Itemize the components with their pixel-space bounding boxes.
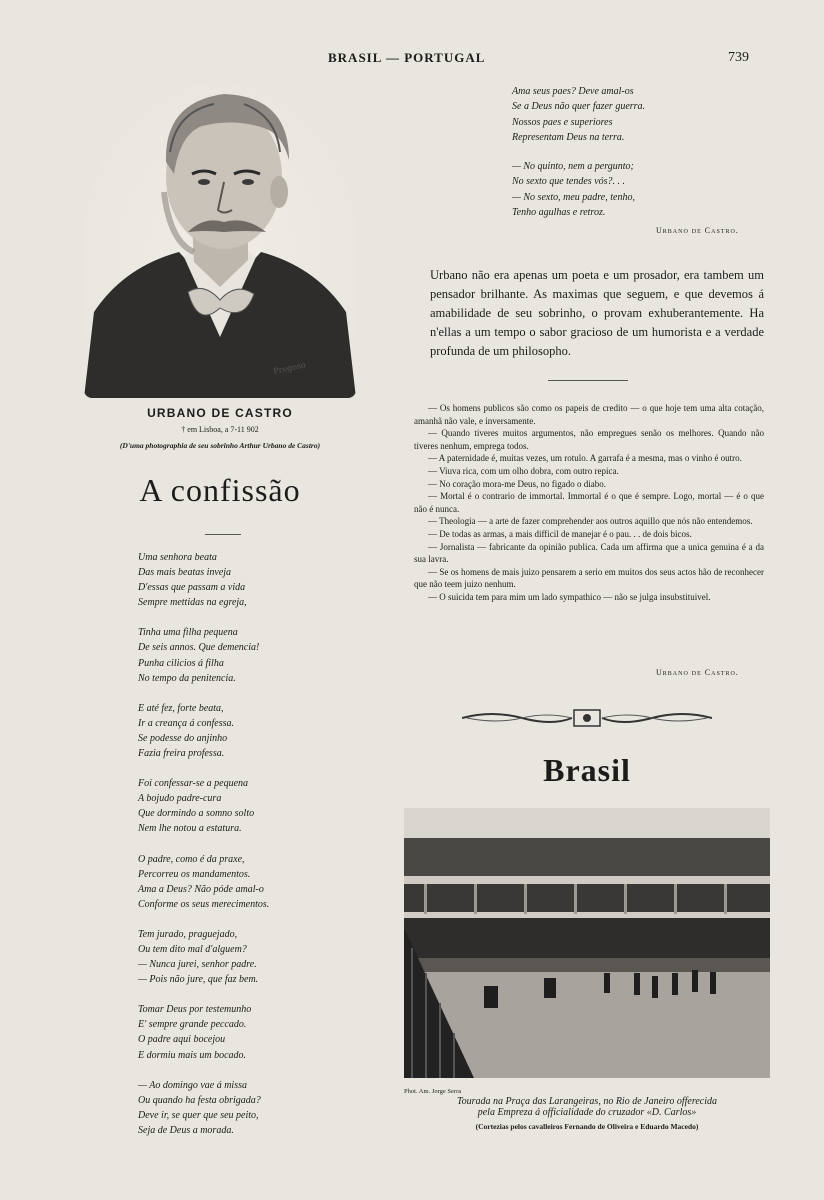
maxim: — Jornalista — fabricante da opinião publica. Cada um affirma que a unica genuina é a da sua lavra.	[414, 541, 764, 565]
photo-caption-line: pela Empreza á officialidade do cruzador «D. Carlos»	[477, 1107, 697, 1118]
verse-line: Tem jurado, praguejado,	[138, 928, 238, 940]
verse-line: — Pois não jure, que faz bem.	[138, 974, 259, 986]
divider	[548, 380, 628, 381]
verse-line: A bojudo padre-cura	[138, 793, 222, 805]
page-header	[0, 50, 824, 70]
maxim: — Viuva rica, com um olho dobra, com outro repica.	[428, 465, 619, 476]
verse-line: E' sempre grande peccado.	[138, 1019, 247, 1031]
verse-line: E dormiu mais um bocado.	[138, 1049, 247, 1061]
maxim: — Os homens publicos são como os papeis de credito — o que hoje tem uma alta cotação, amanhã não vale, e inversamente.	[414, 403, 764, 426]
maxims-list	[414, 402, 764, 604]
stanza	[138, 852, 378, 912]
verse-line: Percorreu os mandamentos.	[138, 868, 251, 880]
maxim: — A paternidade é, muitas vezes, um rotulo. A garrafa é a mesma, mas o vinho é outro.	[428, 453, 742, 464]
verse-line: — Ao domingo vae á missa	[138, 1079, 247, 1091]
ornament-divider	[462, 708, 712, 728]
maxim: — Theologia — a arte de fazer comprehender aos outros aquillo que nós não entendemos.	[428, 516, 753, 527]
intro-paragraph: Urbano não era apenas um poeta e um prosador, era tambem um pensador brilhante. As maximas que seguem, e que devemos á amabilidade de seu sobrinho, o provam exhuberantemente. Ha n'ellas a um tempo o sabor gracioso de um humorista e a verdade profunda de um philosopho.	[430, 268, 764, 358]
verse-line: Que dormindo a somno solto	[138, 808, 255, 820]
verse-line: Sempre mettidas na egreja,	[138, 597, 247, 609]
stanza	[512, 159, 762, 220]
poem-title: A confissão	[139, 472, 301, 508]
verse-line: Ir a creança á confessa.	[138, 717, 234, 729]
photo-caption-note: (Cortezias pelos cavalleiros Fernando de Oliveira e Eduardo Macedo)	[475, 1122, 699, 1131]
verse-line: No tempo da penitencia.	[138, 672, 236, 684]
verse-line: Das mais beatas inveja	[138, 567, 232, 579]
verse-line: Se a Deus não quer fazer guerra.	[512, 101, 646, 113]
maxim: — No coração mora-me Deus, no figado o diabo.	[428, 478, 606, 489]
portrait-death-date: † em Lisboa, a 7-11 902	[181, 425, 259, 434]
maxim: — Se os homens de mais juizo pensarem a serio em muitos dos seus actos hão de reconhecer que não teem juizo nenhum.	[414, 566, 764, 590]
stanza	[138, 927, 378, 987]
verse-line: — Nunca jurei, senhor padre.	[138, 959, 257, 971]
section-title-brasil: Brasil	[543, 752, 631, 788]
stanza	[138, 550, 378, 610]
portrait-urbano-de-castro	[84, 82, 356, 398]
verse-line: Ou quando ha festa obrigada?	[138, 1094, 261, 1106]
photo-caption	[404, 1096, 770, 1118]
verse-line: Conforme os seus merecimentos.	[138, 898, 270, 910]
verse-line: Nem lhe notou a estatura.	[138, 823, 242, 835]
poem-signature: Urbano de Castro.	[656, 226, 739, 235]
svg-text:Pregoso: Pregoso	[272, 360, 307, 376]
verse-line: Ama seus paes? Deve amal-os	[512, 86, 634, 97]
verse-line: Tinha uma filha pequena	[138, 627, 238, 639]
maxim: — Mortal é o contrario de immortal. Immortal é o que é sempre. Logo, mortal — é o que não é nunca.	[414, 491, 764, 514]
verse-line: Nossos paes e superiores	[512, 116, 613, 128]
verse-line: Fazia freira professa.	[138, 748, 225, 760]
page-number: 739	[728, 50, 749, 65]
photo-caption-line: Tourada na Praça das Larangeiras, no Rio de Janeiro offerecida	[457, 1096, 717, 1107]
verse-line: No sexto que tendes vós?. . .	[512, 176, 626, 188]
maxim: — De todas as armas, a mais difficil de manejar é o pau. . . de dois bicos.	[428, 528, 692, 539]
poem-body	[138, 550, 378, 1153]
verse-line: Tomar Deus por testemunho	[138, 1004, 252, 1016]
verse-line: E até fez, forte beata,	[138, 702, 224, 714]
divider	[205, 534, 241, 535]
verse-line: D'essas que passam a vida	[138, 582, 246, 594]
verse-line: Seja de Deus a morada.	[138, 1124, 234, 1136]
verse-line: Ama a Deus? Não póde amal-o	[138, 883, 264, 895]
stanza	[138, 701, 378, 761]
maxims-signature: Urbano de Castro.	[656, 668, 739, 677]
verse-line: Representam Deus na terra.	[512, 131, 625, 143]
photo-credit: Phot. Am. Jorge Serra	[404, 1088, 462, 1095]
maxim: — Quando tiveres muitos argumentos, não empregues senão os melhores. Quando não tiveres nenhum, emprega todos.	[414, 428, 764, 451]
verse-line: — No sexto, meu padre, tenho,	[512, 191, 635, 203]
stanza	[138, 776, 378, 836]
verse-line: Foi confessar-se a pequena	[138, 778, 249, 790]
portrait-photo-note: (D'uma photographia de seu sobrinho Arthur Urbano de Castro)	[119, 441, 321, 450]
stanza	[138, 1002, 378, 1062]
portrait-name: URBANO DE CASTRO	[147, 406, 293, 420]
verse-line: De seis annos. Que demencia!	[138, 642, 260, 654]
verse-line: Uma senhora beata	[138, 552, 217, 563]
verse-line: Punha cilicios á filha	[138, 657, 224, 669]
bullfight-photograph	[404, 808, 770, 1078]
running-title: BRASIL — PORTUGAL	[328, 50, 486, 65]
stanza	[512, 84, 762, 145]
poem-continuation	[512, 84, 762, 234]
verse-line: O padre, como é da praxe,	[138, 853, 245, 865]
verse-line: O padre aqui bocejou	[138, 1034, 226, 1046]
verse-line: Deve ir, se quer que seu peito,	[138, 1109, 259, 1121]
verse-line: — No quinto, nem a pergunto;	[512, 161, 634, 173]
maxim: — O suicida tem para mim um lado sympathico — não se julga insubstituivel.	[428, 591, 711, 602]
stanza	[138, 1078, 378, 1138]
stanza	[138, 625, 378, 685]
verse-line: Tenho agulhas e retroz.	[512, 207, 606, 219]
verse-line: Ou tem dito mal d'alguem?	[138, 943, 247, 955]
verse-line: Se podesse do anjinho	[138, 732, 228, 744]
